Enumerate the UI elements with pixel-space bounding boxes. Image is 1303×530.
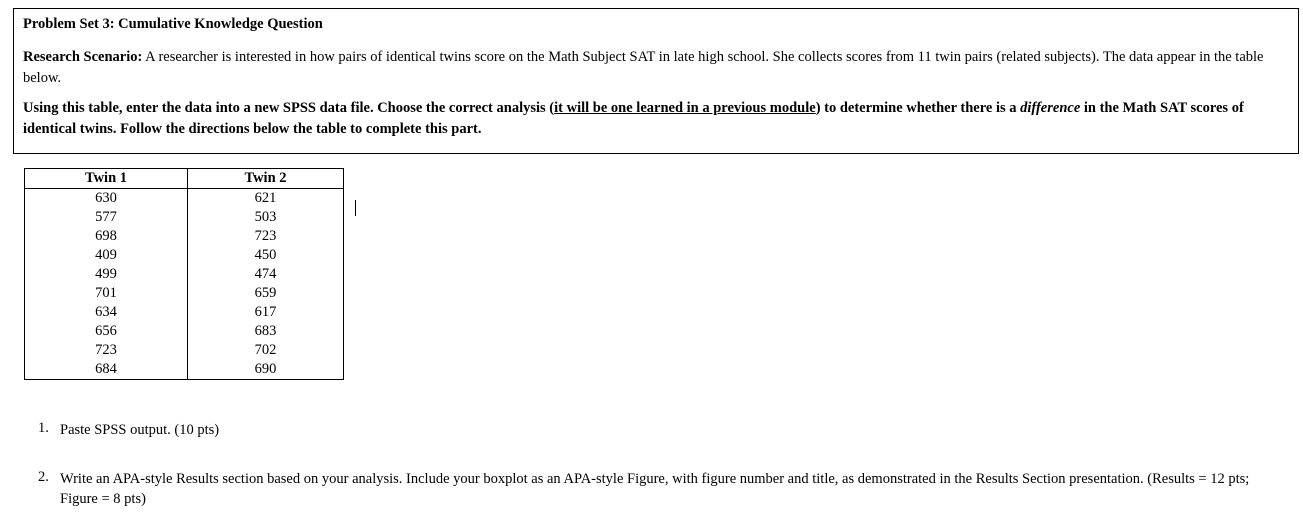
twin2-score: 474 (254, 266, 277, 282)
table-row (25, 208, 344, 227)
question-number: 2. (38, 469, 49, 485)
twin2-score: 659 (254, 285, 277, 301)
table-row (25, 189, 344, 209)
twin2-score: 617 (254, 304, 277, 320)
scenario-label: Research Scenario: (23, 49, 143, 65)
twin-scores-table (24, 168, 344, 380)
instr-italic: difference (1020, 100, 1081, 116)
instr-text: Using this table, enter the data into a new SPSS data file. Choose the correct analysis ( (23, 100, 555, 116)
table-row (25, 341, 344, 360)
question-text: Paste SPSS output. (10 pts) (60, 422, 220, 438)
instr-text: in the Math SAT scores of identical twins. Follow the directions below the table to complete this part. (23, 100, 1244, 137)
twin2-score: 690 (254, 361, 277, 377)
twin1-score: 577 (25, 208, 188, 227)
table-row (25, 360, 344, 380)
twin2-score: 683 (254, 323, 277, 339)
instr-text: ) to determine whether there is a (815, 100, 1021, 116)
twin2-score: 450 (254, 247, 277, 263)
question-text: Write an APA-style Results section based on your analysis. Include your boxplot as an APA-style Figure, with figure number and title, as demonstrated in the Results Section presentation. (Results = 12 pts; Figure = 8 pts) (60, 471, 1250, 507)
problem-title: Problem Set 3: Cumulative Knowledge Question (23, 16, 323, 32)
twin1-score: 499 (25, 265, 188, 284)
problem-box (13, 8, 1299, 154)
twin1-score: 698 (25, 227, 188, 246)
table-row (25, 227, 344, 246)
twin1-score: 723 (25, 341, 188, 360)
twin1-score: 684 (25, 360, 188, 380)
table-header-row (25, 169, 344, 189)
twin2-score: 702 (254, 342, 277, 358)
twin2-score: 503 (254, 209, 277, 225)
table-row (25, 265, 344, 284)
table-row (25, 303, 344, 322)
instructions (23, 98, 1291, 140)
table-row (25, 322, 344, 341)
table-row (25, 284, 344, 303)
twin1-score: 630 (25, 189, 188, 209)
twin1-score: 409 (25, 246, 188, 265)
twin1-score: 634 (25, 303, 188, 322)
text-cursor (355, 200, 356, 216)
scenario-text: A researcher is interested in how pairs of identical twins score on the Math Subject SAT in late high school. She collects scores from 11 twin pairs (related subjects). The data appear in the table below. (23, 49, 1264, 86)
column-header: Twin 2 (188, 169, 344, 189)
twin2-score: 723 (254, 228, 277, 244)
question-number: 1. (38, 420, 49, 436)
research-scenario (23, 47, 1291, 89)
instr-underlined: it will be one learned in a previous module (554, 100, 816, 116)
table-row (25, 246, 344, 265)
twin1-score: 701 (25, 284, 188, 303)
twin2-score: 621 (254, 190, 277, 206)
twin1-score: 656 (25, 322, 188, 341)
column-header: Twin 1 (25, 169, 188, 189)
